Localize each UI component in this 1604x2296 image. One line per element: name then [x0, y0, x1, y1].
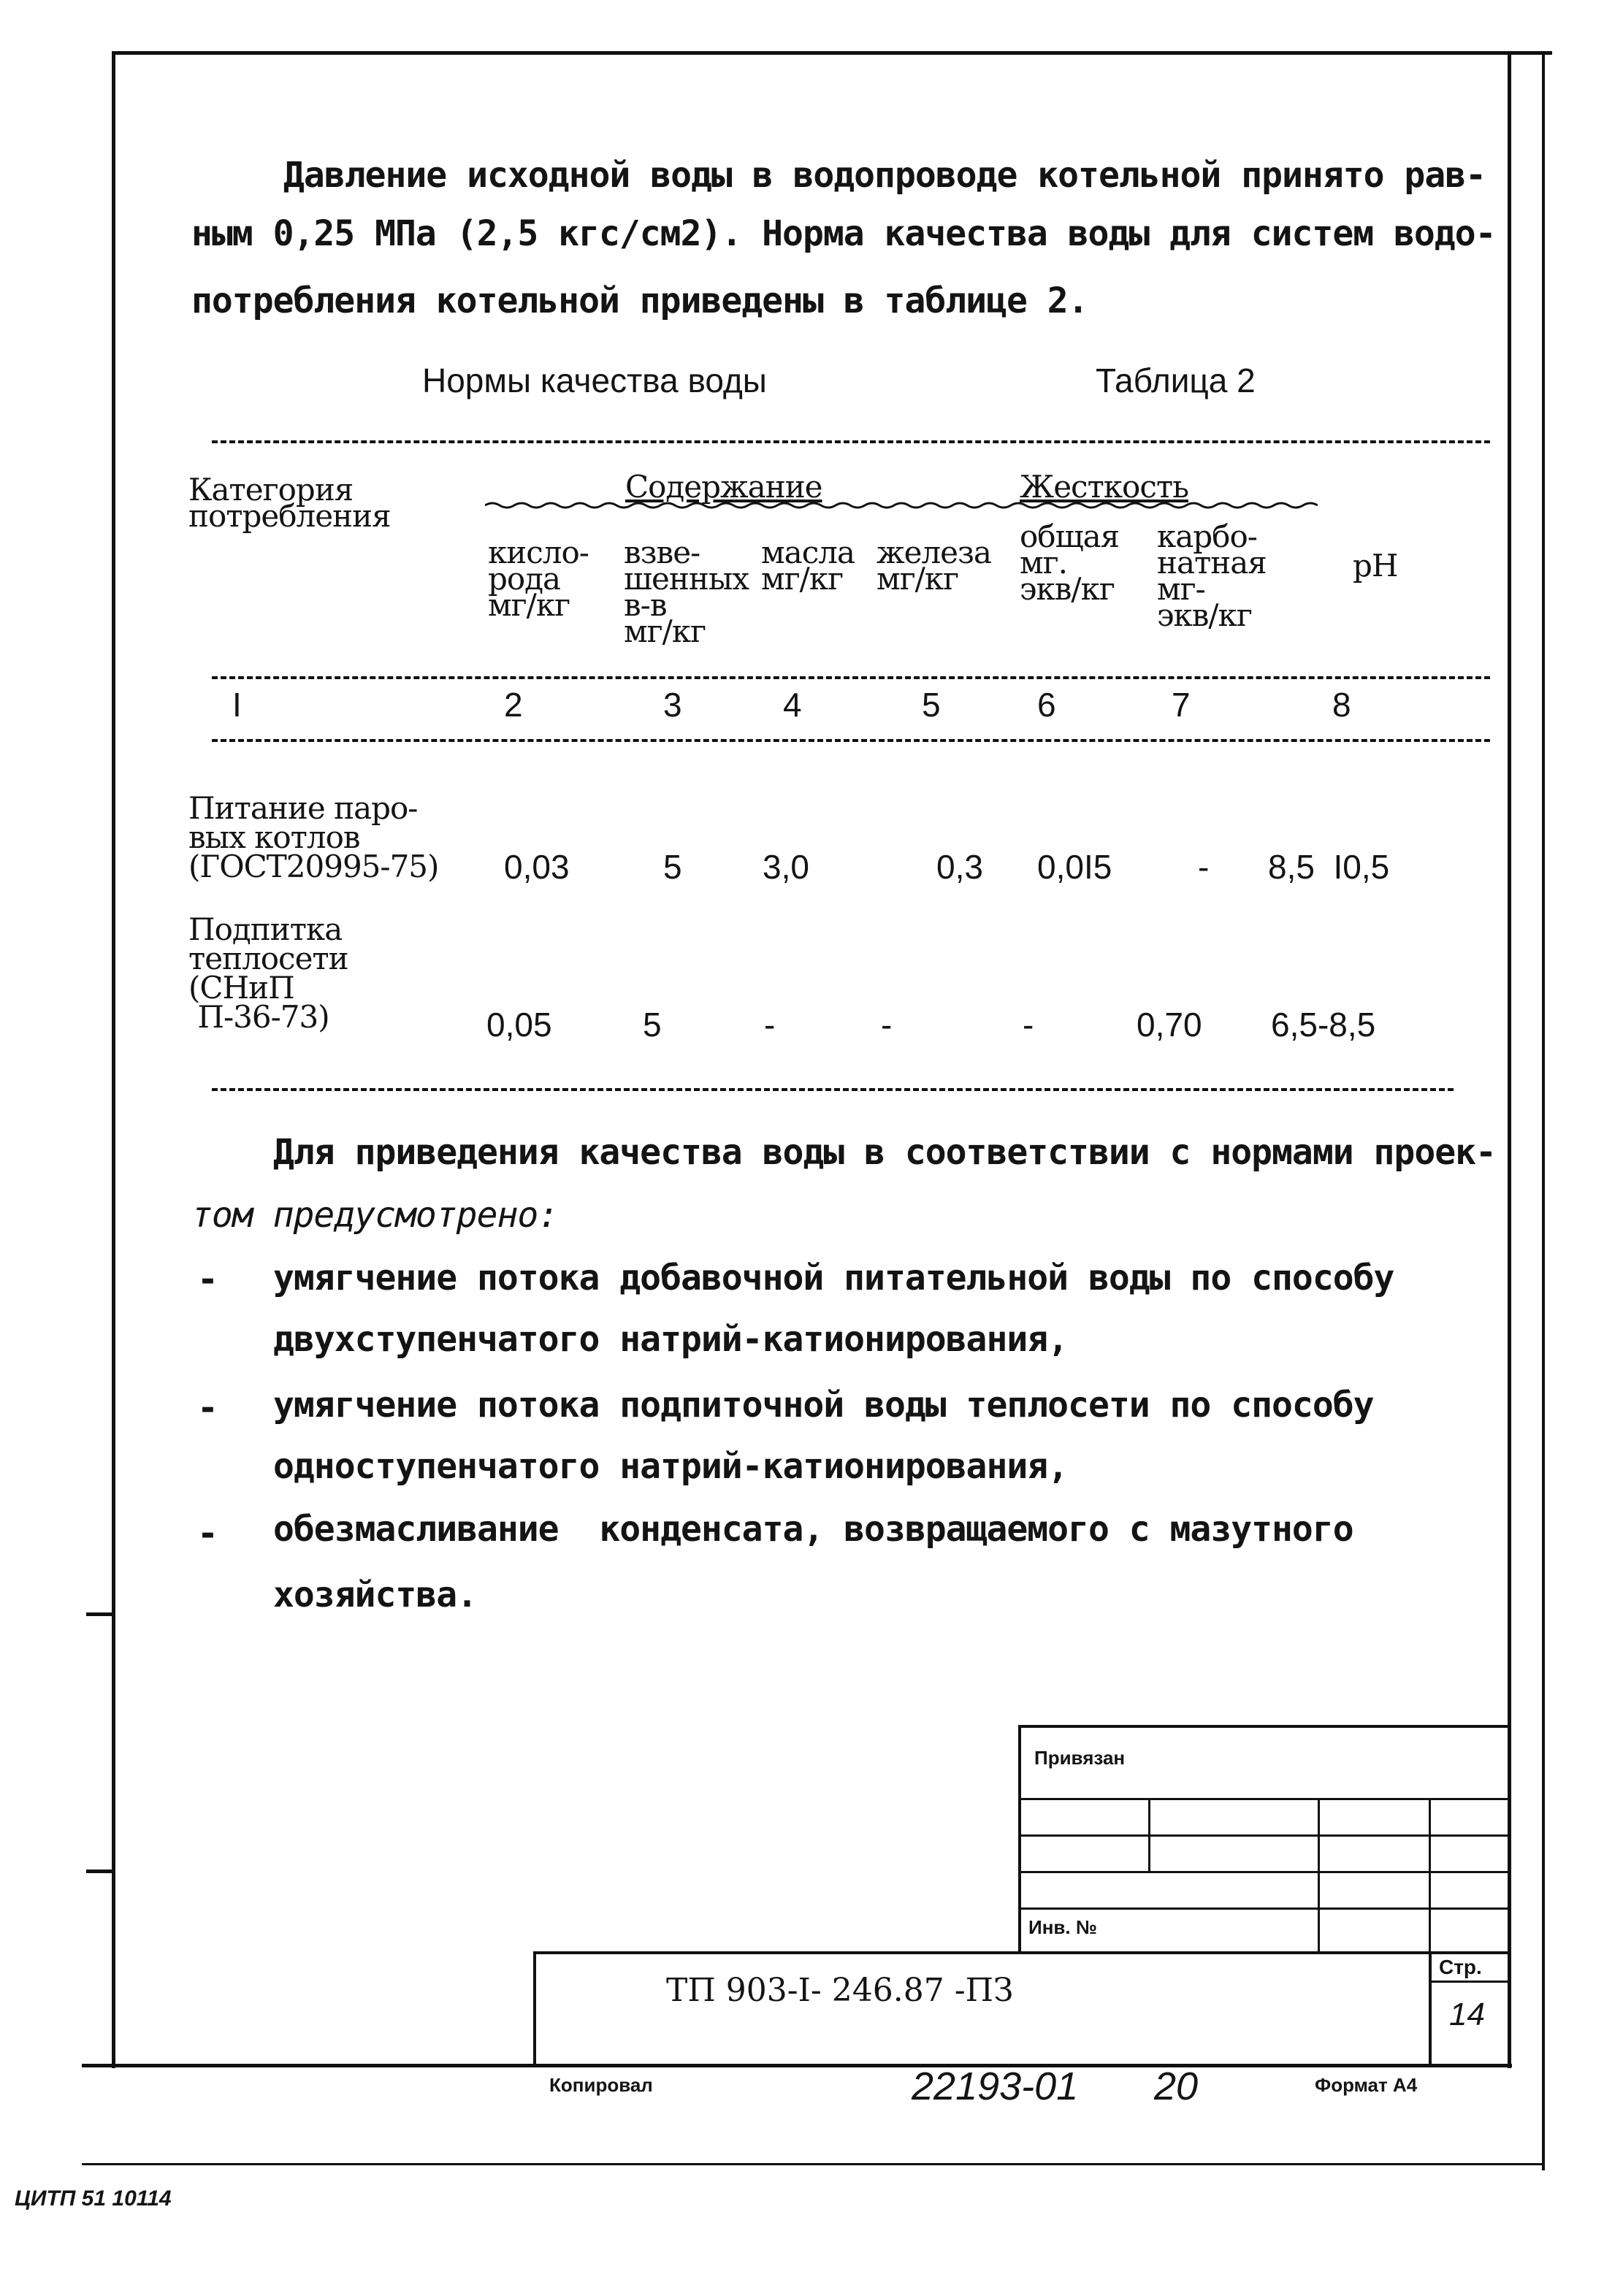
frame-right-border-inner: [1508, 53, 1511, 2068]
header-category-1: Категория: [188, 472, 354, 508]
body-para-2: том предусмотрено:: [191, 1195, 559, 1236]
frame-outer-bottom: [82, 2163, 1543, 2165]
col-number-1: I: [232, 686, 242, 724]
header-iron-2: мг/кг: [877, 561, 959, 597]
header-suspended-2: шенных: [624, 561, 749, 597]
header-group-hardness: Жесткость: [1020, 469, 1188, 505]
footer-kopiroval: Копировал: [549, 2074, 653, 2096]
body-para-1: Для приведения качества воды в соответствии с нормами проек-: [273, 1132, 1496, 1173]
table-top-rule: [212, 440, 1490, 443]
footer-format: Формат А4: [1315, 2074, 1418, 2096]
col-number-7: 7: [1172, 686, 1191, 724]
footer-printer-mark: ЦИТП 51 10114: [15, 2186, 172, 2211]
frame-right-border-outer: [1542, 53, 1545, 2170]
row-2-suspended: 5: [643, 1006, 662, 1044]
header-category-2: потребления: [188, 498, 391, 534]
header-hardness-total-1: общая: [1020, 518, 1120, 554]
col-number-8: 8: [1332, 686, 1351, 724]
header-hardness-carbonate-1: карбо-: [1157, 518, 1257, 554]
header-oil-1: масла: [761, 535, 855, 570]
header-oxygen-3: мг/кг: [488, 587, 570, 623]
col-number-6: 6: [1037, 686, 1056, 724]
col-number-4: 4: [783, 686, 802, 724]
row-2-oil: -: [764, 1006, 776, 1044]
header-iron-1: железа: [877, 535, 991, 570]
footer-order-number: 22193-01: [912, 2065, 1079, 2108]
bullet-1-line-2: двухступенчатого натрий-катионирования,: [273, 1319, 1069, 1360]
stamp-inv: Инв. №: [1028, 1916, 1097, 1938]
binding-tick-2: [86, 1870, 114, 1873]
col-number-5: 5: [922, 686, 941, 724]
row-2-oxygen: 0,05: [486, 1006, 552, 1044]
bullet-1-line-1: умягчение потока добавочной питательной воды по способу: [273, 1258, 1394, 1298]
bullet-2-mark: -: [197, 1388, 218, 1428]
intro-line-1: Давление исходной воды в водопроводе котельной принято рав-: [283, 155, 1486, 196]
header-hardness-total-3: экв/кг: [1020, 571, 1115, 607]
table-colnum-top-rule: [212, 676, 1490, 679]
bullet-2-line-2: одноступенчатого натрий-катионирования,: [273, 1446, 1069, 1487]
table-bottom-rule: [212, 1088, 1454, 1091]
header-oxygen-1: кисло-: [488, 535, 589, 570]
row-2-name-3: (СНиП: [188, 970, 294, 1006]
header-ph: pH: [1353, 548, 1398, 583]
bullet-3-mark: -: [197, 1513, 218, 1554]
row-1-oil: 3,0: [763, 848, 809, 886]
col-number-3: 3: [663, 686, 682, 724]
row-1-suspended: 5: [663, 848, 682, 886]
header-hardness-carbonate-4: экв/кг: [1157, 597, 1252, 633]
row-1-hardness-total: 0,0I5: [1037, 848, 1112, 886]
header-group-wavy-rule: [485, 501, 1318, 510]
row-1-name-1: Питание паро-: [188, 790, 418, 826]
header-hardness-carbonate-3: мг-: [1157, 571, 1205, 607]
row-2-ph: 6,5-8,5: [1271, 1006, 1376, 1044]
header-hardness-carbonate-2: натная: [1157, 545, 1267, 581]
bullet-3-line-1: обезмасливание конденсата, возвращаемого с мазутного: [273, 1509, 1353, 1550]
row-1-hardness-carbonate: -: [1198, 848, 1210, 886]
table-number: Таблица 2: [1096, 361, 1256, 399]
intro-line-3: потребления котельной приведены в таблице 2.: [191, 280, 1088, 321]
intro-line-2: ным 0,25 МПа (2,5 кгс/см2). Норма качества воды для систем водо-: [191, 213, 1496, 254]
row-2-iron: -: [881, 1006, 893, 1044]
header-hardness-total-2: мг.: [1020, 545, 1068, 581]
row-2-hardness-total: -: [1023, 1006, 1034, 1044]
header-group-content: Содержание: [625, 469, 822, 505]
header-suspended-4: мг/кг: [624, 613, 706, 649]
bullet-1-mark: -: [197, 1259, 218, 1300]
frame-bottom-border: [82, 2064, 1512, 2067]
bullet-2-line-1: умягчение потока подпиточной воды теплосети по способу: [273, 1385, 1374, 1426]
row-1-name-3: (ГОСТ20995-75): [188, 849, 439, 884]
header-suspended-1: взве-: [624, 535, 700, 570]
row-1-ph: 8,5 I0,5: [1268, 848, 1390, 886]
frame-left-border: [112, 53, 115, 2068]
header-oxygen-2: рода: [488, 561, 561, 597]
row-2-name-1: Подпитка: [188, 911, 343, 947]
bullet-3-line-2: хозяйства.: [273, 1574, 477, 1615]
row-1-iron: 0,3: [936, 848, 983, 886]
stamp-privyazan: Привязан: [1034, 1747, 1126, 1769]
stamp-page-number: 14: [1449, 1997, 1485, 2032]
footer-sheet-number: 20: [1154, 2065, 1199, 2108]
stamp-page-label: Стр.: [1439, 1956, 1482, 1978]
header-suspended-3: в-в: [624, 587, 667, 623]
header-oil-2: мг/кг: [761, 561, 844, 597]
row-2-hardness-carbonate: 0,70: [1137, 1006, 1202, 1044]
row-1-name-2: вых котлов: [188, 819, 360, 855]
row-1-oxygen: 0,03: [504, 848, 570, 886]
frame-top-border: [112, 51, 1552, 55]
table-caption: Нормы качества воды: [422, 361, 767, 399]
binding-tick-1: [86, 1612, 114, 1616]
stamp-document-code: ТП 903-I- 246.87 -ПЗ: [666, 1972, 1014, 2009]
col-number-2: 2: [504, 686, 523, 724]
row-2-name-2: теплосети: [188, 941, 348, 976]
row-2-name-4: П-36-73): [188, 999, 329, 1035]
table-colnum-bottom-rule: [212, 739, 1490, 742]
